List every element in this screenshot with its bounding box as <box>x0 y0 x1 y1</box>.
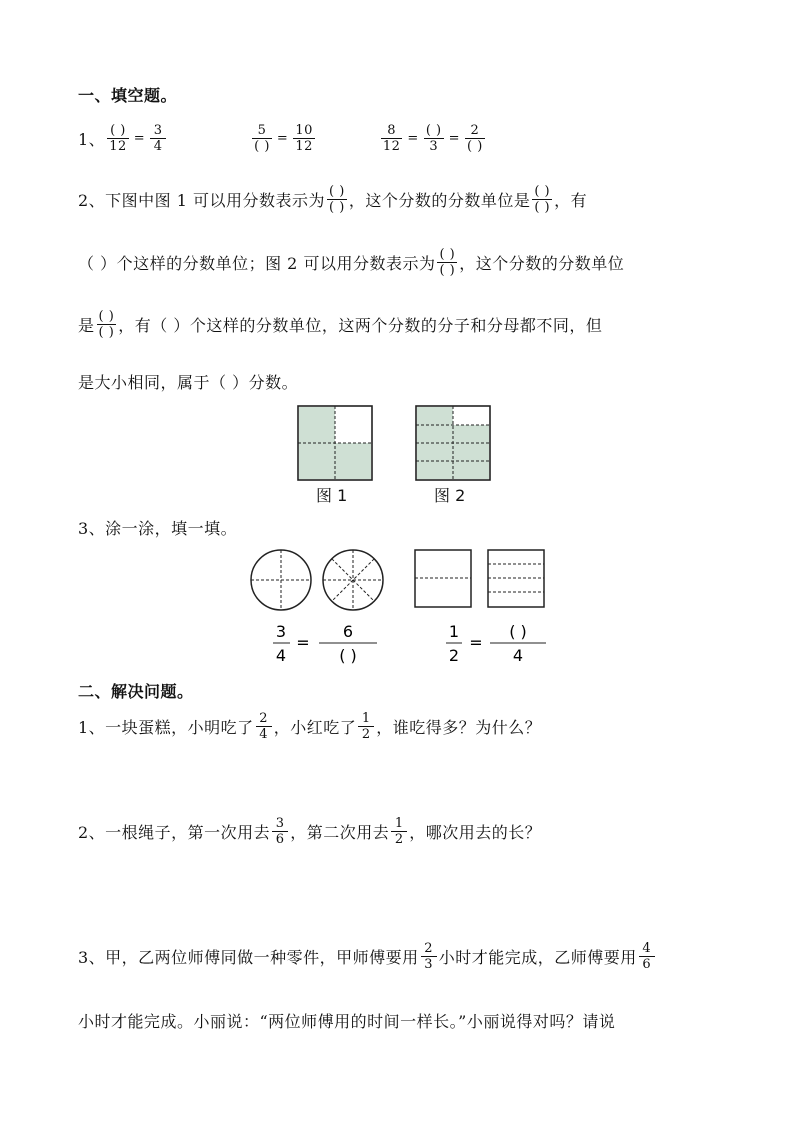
fraction: $\frac{( )}{3}$ <box>425 122 442 154</box>
fraction-blank[interactable]: $\frac{( )}{( )}$ <box>439 246 456 278</box>
question-2-line-1: 2、下图中图 1 可以用分数表示为 $\frac{( )}{( )}$ ，这个分数的分数单位是 $\frac{( )}{( )}$ ，有 <box>78 183 588 215</box>
question-2-line-3: 是 $\frac{( )}{( )}$ ，有（ ）个这样的分数单位，这两个分数的分子和分母都不同，但 <box>78 308 603 340</box>
problem-1: 1、一块蛋糕，小明吃了 $\frac{2}{4}$ ，小红吃了 $\frac{1}{2}$ ，谁吃得多？为什么？ <box>78 710 542 742</box>
fraction: $\frac{( )}{12}$ <box>109 122 127 154</box>
fraction: $\frac{10}{12}$ <box>295 122 313 154</box>
fraction: $\frac{1}{2}$ <box>391 816 407 847</box>
figure-2-label: 图 2 <box>434 486 466 505</box>
fraction: $\frac{2}{( )}$ <box>467 122 483 154</box>
question-1: 1、 $\frac{( )}{12}$ = $\frac{3}{4}$ $\frac{5}{( )}$ = $\frac{10}{12}$ $\frac{8}{12}$ = $\frac{( )}{3}$ = $\frac{2}{( )}$ <box>78 122 483 154</box>
fraction-blank[interactable]: $\frac{( )}{( )}$ <box>329 183 345 215</box>
section-title-problem-solving: 二、解决问题。 <box>78 681 194 701</box>
square-halves <box>415 550 471 607</box>
svg-text:=: = <box>296 633 310 652</box>
svg-text:6: 6 <box>342 622 354 641</box>
svg-text:( ): ( ) <box>339 646 357 665</box>
equation-1 <box>273 622 377 665</box>
shaded-part <box>335 443 371 479</box>
problem-2: 2、一根绳子，第一次用去 $\frac{3}{6}$ ，第二次用去 $\frac{1}{2}$ ，哪次用去的长？ <box>78 815 542 847</box>
figure-2 <box>416 406 490 480</box>
figure-1 <box>298 406 372 480</box>
shaded-part <box>299 407 335 443</box>
paint-fill-figures <box>240 540 560 670</box>
svg-text:2: 2 <box>448 646 460 665</box>
circle-eighths <box>323 550 383 610</box>
fraction: $\frac{8}{12}$ <box>382 122 401 154</box>
question-3: 3、涂一涂，填一填。 <box>78 518 238 538</box>
fraction-blank[interactable]: $\frac{( )}{( )}$ <box>98 308 115 340</box>
fraction: $\frac{3}{6}$ <box>272 816 288 847</box>
circle-quarters <box>251 550 311 610</box>
fraction: $\frac{4}{6}$ <box>639 941 655 972</box>
svg-text:1: 1 <box>448 622 460 641</box>
fraction: $\frac{5}{( )}$ <box>254 122 270 154</box>
svg-text:4: 4 <box>275 646 287 665</box>
fraction-blank[interactable]: $\frac{( )}{( )}$ <box>534 183 551 215</box>
question-2-line-2: （ ）个这样的分数单位；图 2 可以用分数表示为 $\frac{( )}{( )}$ ，这个分数的分数单位 <box>78 246 625 278</box>
fraction: $\frac{1}{2}$ <box>358 711 374 742</box>
question-2-line-4: 是大小相同，属于（ ）分数。 <box>78 372 299 392</box>
equation-2 <box>446 622 546 665</box>
svg-text:4: 4 <box>512 646 524 665</box>
problem-3-line-2: 小时才能完成。小丽说：“两位师傅用的时间一样长。”小丽说得对吗？请说 <box>78 1011 616 1031</box>
svg-text:3: 3 <box>275 622 287 641</box>
svg-text:( ): ( ) <box>509 622 527 641</box>
fraction: $\frac{2}{4}$ <box>256 711 272 742</box>
square-strips <box>488 550 544 607</box>
figure-1-and-2 <box>290 402 500 508</box>
section-title-fill-blank: 一、填空题。 <box>78 85 178 105</box>
fraction: $\frac{3}{4}$ <box>150 123 166 154</box>
figure-1-label: 图 1 <box>316 486 348 505</box>
problem-3-line-1: 3、甲，乙两位师傅同做一种零件，甲师傅要用 $\frac{2}{3}$ 小时才能完成，乙师傅要用 $\frac{4}{6}$ <box>78 936 657 976</box>
fraction: $\frac{2}{3}$ <box>421 941 437 972</box>
shaded-part <box>299 443 335 479</box>
svg-text:=: = <box>469 633 483 652</box>
